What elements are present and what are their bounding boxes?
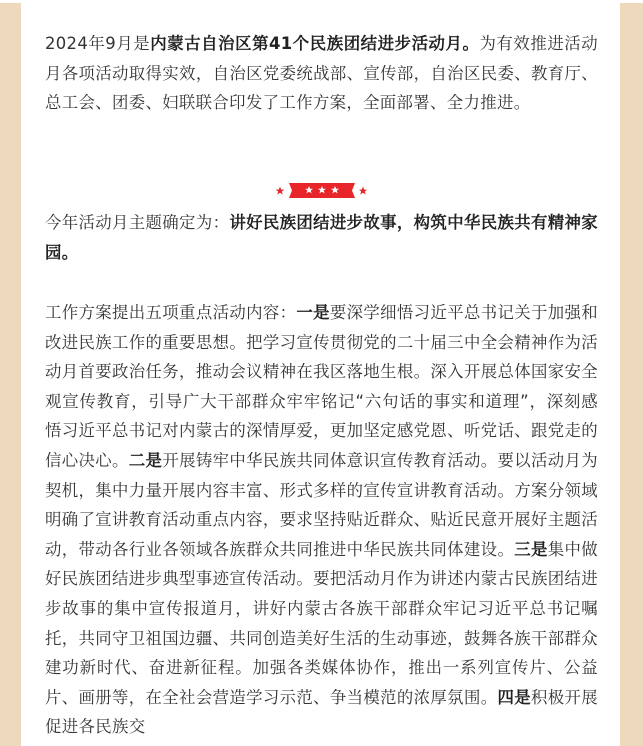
theme-lead-text: 今年活动月主题确定为：: [45, 213, 230, 232]
article-body: [21, 3, 620, 746]
item1-label: 一是: [296, 303, 330, 322]
paragraph-intro: [45, 29, 598, 118]
item2-label: 二是: [128, 450, 163, 470]
item2-text: 开展铸牢中华民族共同体意识宣传教育活动。要以活动月为契机，集中力量开展内容丰富、形式多样的宣传宣讲教育活动。方案分领域明确了宣讲教育活动重点内容，要求坚持贴近群众、贴近民意开展好主题活动，带动各行业各领域各族群众共同推进中华民族共同体建设。: [45, 450, 598, 559]
item3-text: 集中做好民族团结进步典型事迹宣传活动。要把活动月作为讲述内蒙古民族团结进步故事的集中宣传报道月，讲好内蒙古各族干部群众牢记习近平总书记嘱托，共同守卫祖国边疆、共同创造美好生活的生动事迹，鼓舞各族干部群众建功新时代、奋进新征程。加强各类媒体协作，推出一系列宣传片、公益片、画册等，在全社会营造学习示范、争当模范的浓厚氛围。: [45, 539, 598, 707]
left-star-icon: [276, 187, 285, 195]
activities-intro-text: 工作方案提出五项重点活动内容：: [45, 303, 297, 322]
item4-text: 积极开展促进各民族交: [45, 687, 598, 737]
paragraph-theme: [45, 208, 598, 267]
intro-rest-text: 为有效推进活动月各项活动取得实效，自治区党委统战部、宣传部，自治区民委、教育厅、总工会、团委、妇联联合印发了工作方案，全面部署、全力推进。: [45, 34, 599, 113]
item4-label: 四是: [497, 687, 531, 707]
right-page-margin: [620, 3, 643, 746]
intro-highlight: 内蒙古自治区第41个民族团结进步活动月。: [150, 34, 480, 53]
left-page-margin: [0, 3, 21, 746]
intro-date-text: 2024年9月是: [45, 34, 151, 53]
star-ribbon-divider-icon: [275, 182, 367, 199]
item3-label: 三是: [514, 539, 548, 559]
theme-highlight: 讲好民族团结进步故事，构筑中华民族共有精神家园。: [45, 213, 598, 262]
paragraph-activities: [45, 298, 598, 742]
right-star-icon: [359, 187, 367, 195]
item1-text: 要深学细悟习近平总书记关于加强和改进民族工作的重要思想。把学习宣传贯彻党的二十届三中全会精神作为活动月首要政治任务，推动会议精神在我区落地生根。深入开展总体国家安全观宣传教育，引导广大干部群众牢牢铭记“六句话的事实和道理”，深刻感悟习近平总书记对内蒙古的深情厚爱，更加坚定感党恩、听党话、跟党走的信心决心。: [45, 303, 598, 470]
